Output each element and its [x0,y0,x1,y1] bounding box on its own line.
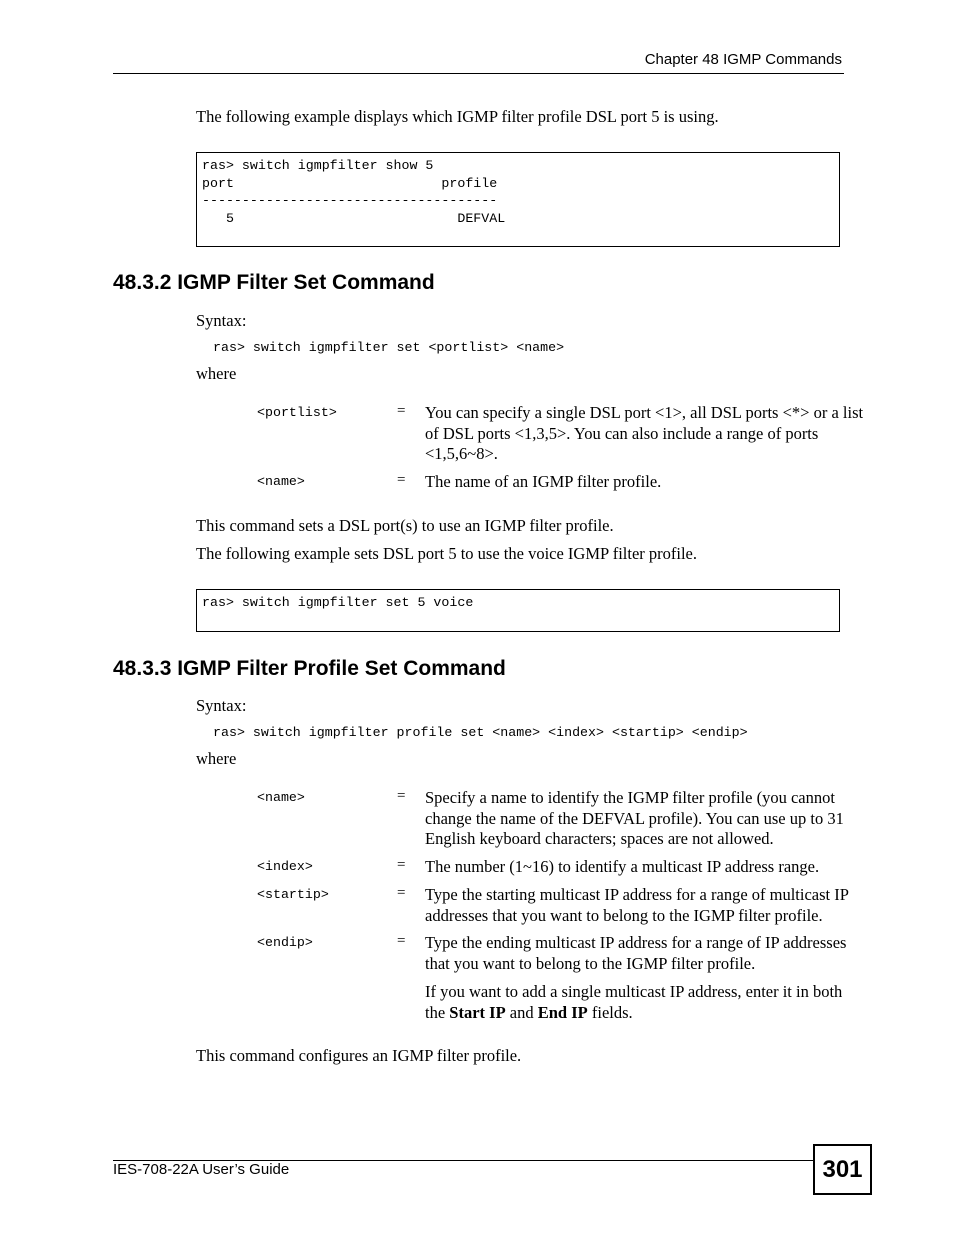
intro-paragraph: The following example displays which IGMP filter profile DSL port 5 is using. [196,107,719,126]
param-name: <name> [257,474,305,489]
code-line: ras> switch igmpfilter set 5 voice [202,595,474,610]
code-line: 5 DEFVAL [202,210,506,226]
where-label: where [196,364,237,383]
code-line: ras> switch igmpfilter show 5 [202,158,434,173]
running-header: Chapter 48 IGMP Commands [644,51,842,68]
param-equals: = [397,857,406,873]
param-description: Type the starting multicast IP address for a range of multicast IP addresses that you want to belong to the IGMP filter profile. [425,885,849,925]
param-equals: = [397,885,406,901]
param-name: <portlist> [257,405,337,420]
endip-note-middle: and [505,1002,538,1022]
endip-note-suffix: fields. [587,1002,633,1022]
param-description: You can specify a single DSL port <1>, all DSL ports <*> or a list of DSL ports <1,3,5>. You can also include a range of ports <1,5,6~8>. [425,403,864,463]
param-equals: = [397,788,406,804]
param-equals: = [397,472,406,488]
param-name: <name> [257,790,305,805]
section3-description: This command configures an IGMP filter profile. [196,1046,522,1065]
section-heading-igmp-filter-profile-set: 48.3.3 IGMP Filter Profile Set Command [113,657,506,680]
header-rule [113,73,844,74]
section2-example-intro: The following example sets DSL port 5 to use the voice IGMP filter profile. [196,544,698,563]
code-line: ------------------------------------- [202,193,498,208]
param-description: The number (1~16) to identify a multicast IP address range. [425,857,820,876]
param-name: <index> [257,859,313,874]
code-example-show [196,152,840,247]
code-line: port profile [202,175,498,191]
param-equals: = [397,403,406,419]
section2-description: This command sets a DSL port(s) to use an IGMP filter profile. [196,516,614,535]
start-ip-field-name: Start IP [449,1002,506,1022]
where-label: where [196,749,237,768]
endip-note [425,982,865,1023]
param-description: Specify a name to identify the IGMP filter profile (you cannot change the name of the DEFVAL profile). You can use up to 31 English keyboard characters; spaces are not allowed. [425,788,844,848]
page-number: 301 [813,1144,872,1195]
syntax-label: Syntax: [196,311,247,330]
param-equals: = [397,933,406,949]
code-example-set [196,589,840,632]
endip-note-prefix: If you want to add a single multicast IP address, enter it in both the [425,982,843,1022]
param-description: Type the ending multicast IP address for a range of IP addresses that you want to belong to the IGMP filter profile. [425,933,847,973]
syntax-command: ras> switch igmpfilter set <portlist> <name> [213,340,565,355]
end-ip-field-name: End IP [537,1002,588,1022]
footer-guide-title: IES-708-22A User’s Guide [113,1161,290,1178]
section-heading-igmp-filter-set: 48.3.2 IGMP Filter Set Command [113,271,435,294]
syntax-command: ras> switch igmpfilter profile set <name> <index> <startip> <endip> [213,725,748,740]
param-name: <endip> [257,935,313,950]
param-description: The name of an IGMP filter profile. [425,472,662,491]
param-name: <startip> [257,887,329,902]
syntax-label: Syntax: [196,696,247,715]
